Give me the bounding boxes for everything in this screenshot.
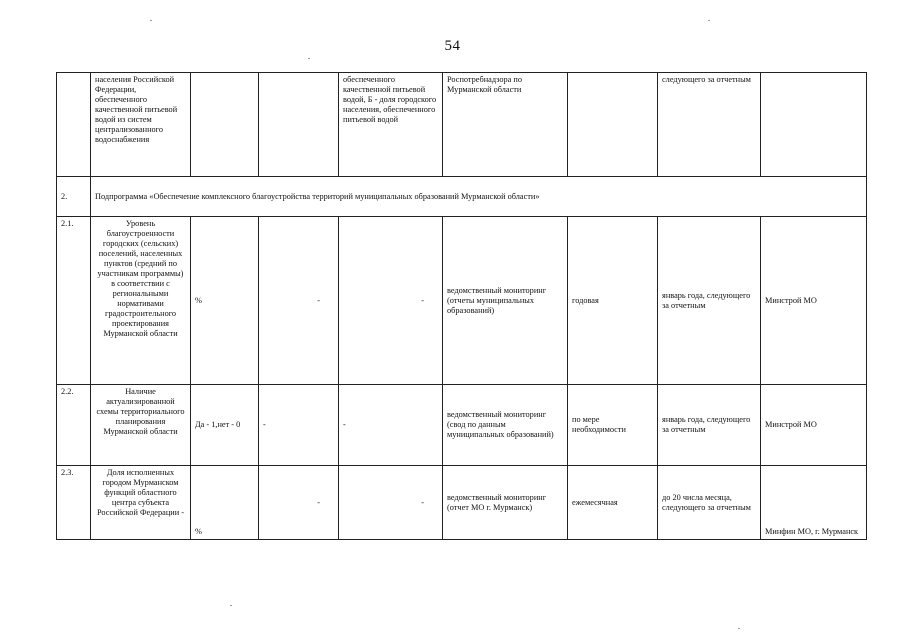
unit-cell: % [191, 217, 259, 385]
table-row [57, 177, 867, 217]
indicator-name: населения Российской Федерации, обеспеченного качественной питьевой водой из систем централизованного водоснабжения [91, 73, 191, 177]
responsible-cell: Минстрой МО [761, 217, 867, 385]
table-row [57, 73, 867, 177]
responsible-cell: Минфин МО, г. Мурманск [761, 466, 867, 540]
row-number: 2.3. [57, 466, 91, 540]
deadline-cell: январь года, следующего за отчетным [658, 217, 761, 385]
value-cell-1: - [259, 466, 339, 540]
table-row [57, 217, 867, 385]
responsible-cell: Минстрой МО [761, 385, 867, 466]
indicator-name: Наличие актуализированной схемы территориального планирования Мурманской области [91, 385, 191, 466]
deadline-cell: следующего за отчетным [658, 73, 761, 177]
period-cell: ежемесячная [568, 466, 658, 540]
row-number [57, 73, 91, 177]
scan-speck [230, 605, 232, 606]
deadline-cell: январь года, следующего за отчетным [658, 385, 761, 466]
deadline-cell: до 20 числа месяца, следующего за отчетным [658, 466, 761, 540]
period-cell [568, 73, 658, 177]
scan-speck [308, 58, 310, 59]
indicator-name: Уровень благоустроенности городских (сельских) поселений, населенных пунктов (средний по участникам программы) в соответствии с региональными нормативами градостроительного проектирования Мурманской области [91, 217, 191, 385]
unit-cell: Да - 1,нет - 0 [191, 385, 259, 466]
row-number: 2.2. [57, 385, 91, 466]
value-cell-2: обеспеченного качественной питьевой водой, Б - доля городского населения, обеспеченного питьевой водой [339, 73, 443, 177]
source-cell: ведомственный мониторинг (отчеты муниципальных образований) [443, 217, 568, 385]
scan-speck [738, 628, 740, 629]
value-cell-2: - [339, 385, 443, 466]
unit-cell: % [191, 466, 259, 540]
value-cell-2: - [339, 466, 443, 540]
table-row [57, 385, 867, 466]
value-cell-1: - [259, 385, 339, 466]
value-cell-1 [259, 73, 339, 177]
value-cell-2: - [339, 217, 443, 385]
source-cell: ведомственный мониторинг (свод по данным муниципальных образований) [443, 385, 568, 466]
scan-speck [150, 20, 152, 21]
value-cell-1: - [259, 217, 339, 385]
table-row [57, 466, 867, 540]
source-cell: ведомственный мониторинг (отчет МО г. Мурманск) [443, 466, 568, 540]
period-cell: по мере необходимости [568, 385, 658, 466]
scan-speck [708, 20, 710, 21]
page-number: 54 [444, 38, 461, 54]
source-cell: Роспотребнадзора по Мурманской области [443, 73, 568, 177]
unit-cell [191, 73, 259, 177]
subprogram-title: Подпрограмма «Обеспечение комплексного благоустройства территорий муниципальных образований Мурманской области» [91, 177, 867, 217]
responsible-cell [761, 73, 867, 177]
row-number: 2.1. [57, 217, 91, 385]
indicators-table [56, 72, 867, 540]
indicator-name: Доля исполненных городом Мурманском функций областного центра субъекта Российской Федерации - [91, 466, 191, 540]
row-number: 2. [57, 177, 91, 217]
period-cell: годовая [568, 217, 658, 385]
